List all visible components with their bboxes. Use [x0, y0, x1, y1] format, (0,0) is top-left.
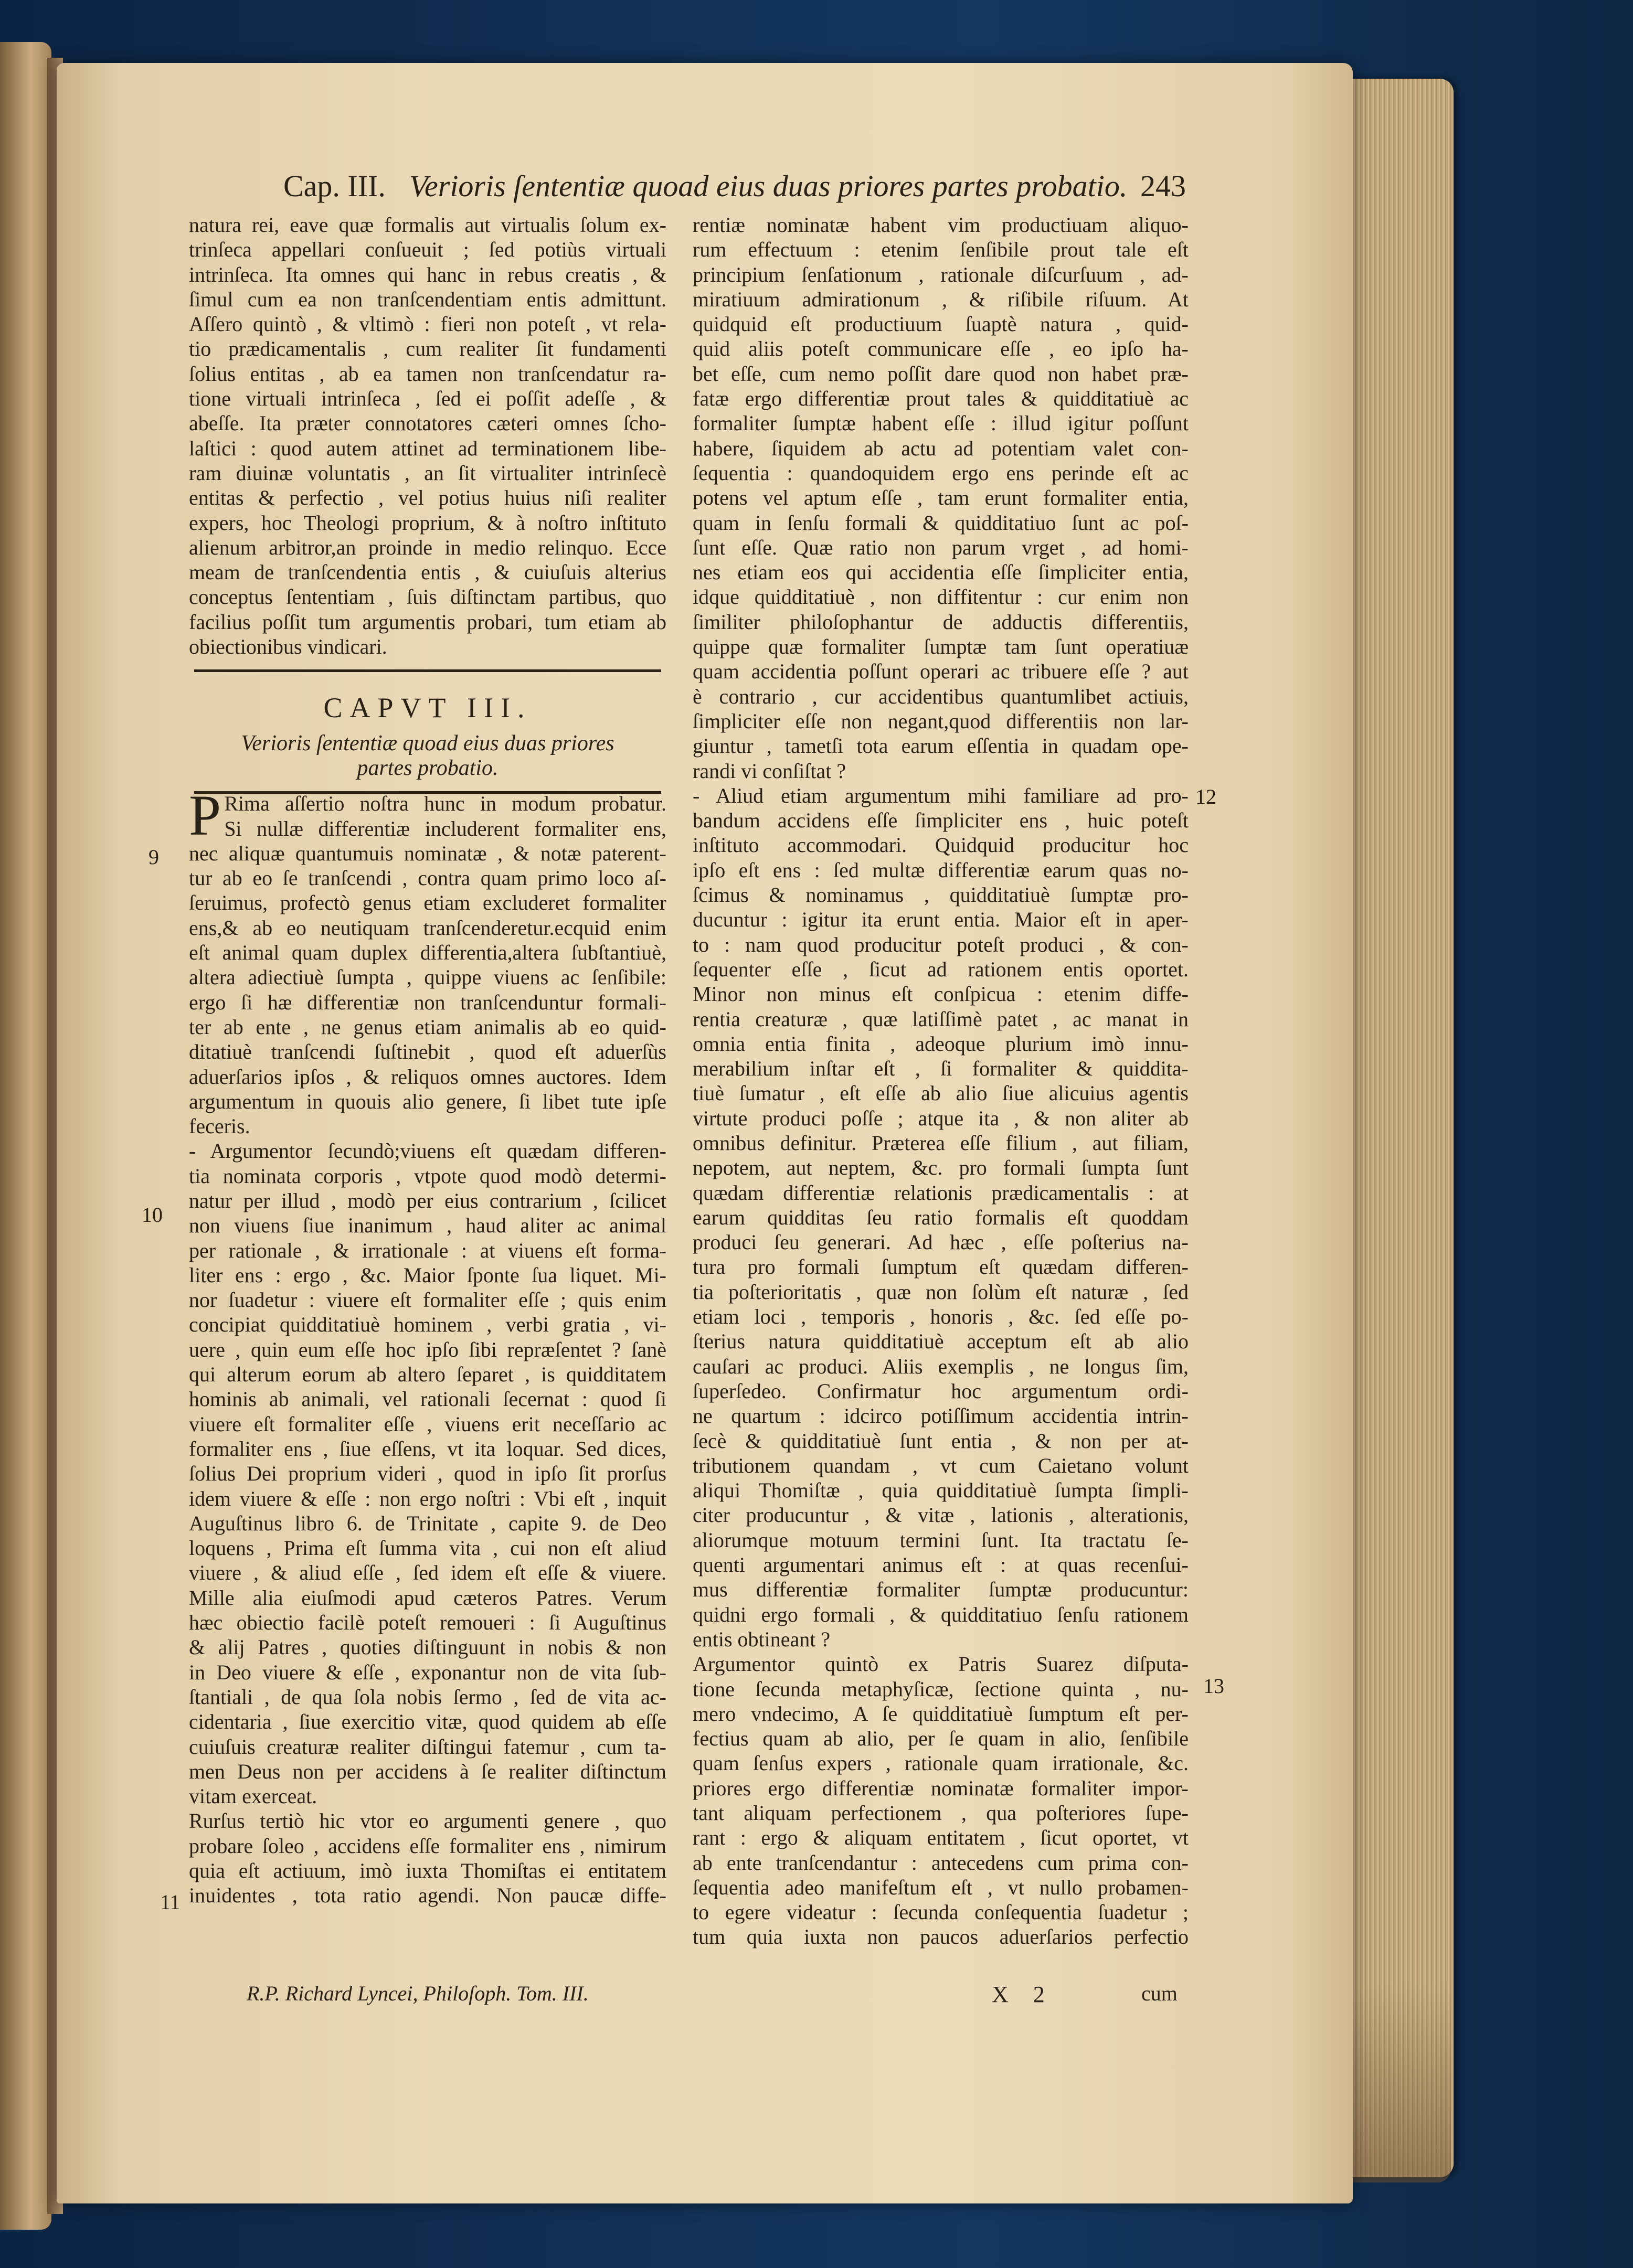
text-line: quia eſt actiuum, imò iuxta Thomiſtas ei entitatem — [189, 1859, 666, 1882]
text-line: ipſo eſt ens : ſed multæ differentiæ earum quas no- — [693, 858, 1189, 882]
text-line: quidni ergo formali , & quidditatiuo ſenſu rationem — [693, 1602, 1189, 1626]
text-line: inſtituto accommodari. Quidquid producitur hoc — [693, 833, 1189, 857]
facing-page-edge — [0, 42, 51, 2230]
text-line: natur per illud , modò per eius contrarium , ſcilicet — [189, 1188, 666, 1212]
text-line: ens,& ab eo neutiquam tranſcenderetur.ecquid enim — [189, 915, 666, 940]
text-line: quid aliis poteſt communicare eſſe , eo ipſo ha- — [693, 337, 1189, 361]
text-line: ergo ſi hæ differentiæ non tranſcenduntur formali- — [189, 990, 666, 1014]
text-line: ſimul cum ea non tranſcendentiam entis admittunt. — [189, 287, 666, 311]
page-number: 243 — [1140, 169, 1186, 203]
text-line: nor ſuadetur : viuere eſt formaliter eſſe ; quis enim — [189, 1288, 666, 1312]
chapter-subtitle — [189, 731, 666, 781]
catchword: cum — [1141, 1982, 1178, 2005]
text-line: per rationale , & irrationale : at viuens eſt forma- — [189, 1238, 666, 1262]
margin-number-10: 10 — [142, 1203, 163, 1227]
left-top-paragraph — [189, 212, 666, 659]
text-line: eſt animal quam duplex differentia,altera ſubſtantiuè, — [189, 941, 666, 965]
text-line: loquens , Prima eſt ſumma vita , cui non eſt aliud — [189, 1536, 666, 1560]
text-line: bandum accidens eſſe ſimpliciter ens , huic poteſt — [693, 808, 1189, 833]
left-column — [189, 212, 666, 1908]
text-line: ducuntur : igitur ita erunt entia. Maior eſt in aper- — [693, 908, 1189, 932]
text-line: aduerſarios ipſos , & reliquos omnes auctores. Idem — [189, 1064, 666, 1089]
text-line: tributionem quandam , vt cum Caietano volunt — [693, 1453, 1189, 1477]
text-line: viuere eſt formaliter eſſe , viuens erit neceſſario ac — [189, 1412, 666, 1436]
text-line: non viuens ſiue inanimum , haud aliter ac animal — [189, 1213, 666, 1238]
text-line: principium ſenſationum , rationale diſcurſuum , ad- — [693, 262, 1189, 286]
text-line: miratiuum admirationum , & riſibile riſuum. At — [693, 287, 1189, 311]
margin-number-11: 11 — [160, 1890, 181, 1914]
text-line: giuntur , tametſi tota earum eſſentia in quadam ope- — [693, 734, 1189, 758]
text-line: tiuè ſumatur , eſt eſſe ab alio ſiue alicuius agentis — [693, 1081, 1189, 1105]
text-line: quam in ſenſu formali & quidditatiuo ſunt ac poſ- — [693, 510, 1189, 535]
margin-number-12: 12 — [1195, 785, 1216, 808]
header-title: Verioris ſententiæ quoad eius duas priores partes probatio. — [409, 169, 1128, 203]
text-line: ſequenter eſſe , ſicut ad rationem entis oportet. — [693, 957, 1189, 981]
text-line: nec aliquæ quantumuis nominatæ , & notæ paterent- — [189, 841, 666, 865]
drop-cap: P — [189, 791, 221, 841]
text-line: mus differentiæ formaliter ſumptæ producuntur: — [693, 1578, 1189, 1602]
text-line: altera adiectiuè ſumpta , quippe viuens ac ſenſibile: — [189, 965, 666, 989]
text-line: omnia entia finita , adeoque plurium imò innu- — [693, 1031, 1189, 1056]
text-line: - Argumentor ſecundò;viuens eſt quædam differen- — [189, 1139, 666, 1163]
text-line: argumentum in quouis alio genere, ſi libet tute ipſe — [189, 1089, 666, 1113]
running-footer-title: R.P. Richard Lyncei, Philoſoph. Tom. III. — [247, 1982, 589, 2005]
text-line: ter ab ente , ne genus etiam animalis ab eo quid- — [189, 1015, 666, 1039]
text-line: natura rei, eave quæ formalis aut virtualis ſolum ex- — [189, 213, 666, 237]
text-line: ſimiliter philoſophantur de adductis differentiis, — [693, 610, 1189, 634]
text-line: ſequentia adeo manifeſtum eſt , vt nullo probamen- — [693, 1875, 1189, 1899]
text-line: ſimpliciter eſſe non negant,quod differentiis non lar- — [693, 709, 1189, 733]
text-line: men Deus non per accidens à ſe realiter diſtinctum — [189, 1759, 666, 1783]
text-line: laſtici : quod autem attinet ad terminationem libe- — [189, 436, 666, 460]
text-line: probare ſoleo , accidens eſſe formaliter ens , nimirum — [189, 1834, 666, 1858]
text-line: Aſſero quintò , & vltimò : fieri non poteſt , vt rela- — [189, 312, 666, 336]
text-line: concipiat quidditatiuè hominem , verbi gratia , vi- — [189, 1313, 666, 1337]
subtitle-line: Verioris ſententiæ quoad eius duas priores — [241, 731, 614, 755]
header-chapter: Cap. III. — [283, 169, 386, 203]
text-line: rentia creaturæ , quæ latiſſimè patet , ac manat in — [693, 1007, 1189, 1031]
text-line: tum quia iuxta non paucos aduerſarios perfectio — [693, 1925, 1189, 1949]
text-line: citer producuntur , & vitæ , lationis , alterationis, — [693, 1503, 1189, 1527]
text-line: hominis ab animali, vel rationali ſecernat : quod ſi — [189, 1387, 666, 1411]
text-line: ſunt eſſe. Quæ ratio non parum vrget , ad homi- — [693, 535, 1189, 559]
text-line: tia nominata corporis , vtpote quod modò determi- — [189, 1164, 666, 1188]
margin-number-13: 13 — [1203, 1674, 1224, 1698]
paragraph-9-body — [189, 841, 666, 1139]
text-line: ſtantiali , de qua ſola nobis ſermo , ſed de vita ac- — [189, 1685, 666, 1709]
paragraph-11 — [189, 1808, 666, 1908]
text-line: ab ente tranſcendantur : antecedens cum prima con- — [693, 1850, 1189, 1875]
text-line: rant : ergo & aliquam entitatem , ſicut oportet, vt — [693, 1826, 1189, 1850]
page-block-shadow — [1351, 1983, 1451, 2182]
text-line: idem viuere & eſſe : non ergo noſtri : Vbi eſt , inquit — [189, 1486, 666, 1510]
text-line: expers, hoc Theologi proprium, & à noſtro inſtituto — [189, 510, 666, 535]
text-line: tia poſterioritatis , quæ non ſolùm eſt naturæ , ſed — [693, 1280, 1189, 1304]
text-line: earum quidditas ſeu ratio formalis eſt quoddam — [693, 1205, 1189, 1229]
text-line: trinſeca appellari conſueuit ; ſed potiùs virtuali — [189, 238, 666, 262]
text-line: tione ſecunda metaphyſicæ, ſectione quinta , nu- — [693, 1677, 1189, 1701]
text-line: quenti argumentari animus eſt : at quas recenſui- — [693, 1553, 1189, 1577]
text-line: rentiæ nominatæ habent vim productiuam aliquo- — [693, 213, 1189, 237]
text-line: in Deo viuere & eſſe , exponantur non de vita ſub- — [189, 1660, 666, 1684]
text-line: liter ens : ergo , &c. Maior ſponte ſua liquet. Mi- — [189, 1263, 666, 1287]
text-line: quam ſenſus expers , rationale quam irrationale, &c. — [693, 1751, 1189, 1775]
text-line: cuiuſuis creaturæ realiter diſtingui fatemur , cum ta- — [189, 1734, 666, 1759]
chapter-rule — [189, 659, 666, 684]
text-line: entis obtineant ? — [693, 1627, 831, 1651]
text-line: ſterius natura quidditatiuè acceptum eſt ab alio — [693, 1329, 1189, 1354]
text-line: ram diuinæ voluntatis , an ſit virtualiter intrinſecè — [189, 461, 666, 485]
text-line: entitas & perfectio , vel potius huius niſi realiter — [189, 486, 666, 510]
subtitle-line: partes probatio. — [357, 755, 499, 780]
text-line: ſcimus & nominamus , quidditatiuè ſumptæ pro- — [693, 883, 1189, 907]
text-line: bet eſſe, cum nemo poſſit dare quod non habet præ- — [693, 361, 1189, 386]
text-line: quædam differentiæ relationis prædicamentalis : at — [693, 1180, 1189, 1205]
text-line: uere , quin eum eſſe hoc ipſo ſibi repræſentet ? ſanè — [189, 1337, 666, 1361]
text-line: randi vi conſiſtat ? — [693, 759, 846, 783]
right-column — [693, 212, 1189, 1950]
text-line: qui alterum eorum ab altero ſeparet , is quidditatem — [189, 1362, 666, 1387]
text-line: to : nam quod producitur poteſt produci , & con- — [693, 932, 1189, 956]
paragraph-9 — [189, 791, 666, 841]
signature-mark: X 2 — [992, 1982, 1054, 2007]
text-line: tant aliquam perfectionem , qua poſteriores ſupe- — [693, 1801, 1189, 1825]
text-line: cidentaria , ſiue exercitio vitæ, quod quidem ab eſſe — [189, 1710, 666, 1734]
text-line: ſolius entitas , ab ea tamen non tranſcendatur ra- — [189, 361, 666, 386]
text-line: Mille alia eiuſmodi apud cæteros Patres. Verum — [189, 1585, 666, 1610]
text-line: tur ab eo ſe tranſcendi , contra quam primo loco aſ- — [189, 866, 666, 890]
text-line: idque quidditatiuè , non diffitentur : cur enim non — [693, 585, 1189, 609]
text-line: ne quartum : idcirco potiſſimum accidentia intrin- — [693, 1404, 1189, 1428]
subtitle-spacer — [189, 781, 666, 791]
text-line: tura pro formali ſumptum eſt quædam differen- — [693, 1255, 1189, 1279]
page-block-edge — [1343, 79, 1454, 2177]
text-line: obiectionibus vindicari. — [189, 635, 387, 659]
text-line: conceptus ſententiam , ſuis diſtinctam partibus, quo — [189, 585, 666, 609]
text-line: ſolius Dei proprium videri , quod in ipſo ſit prorſus — [189, 1462, 666, 1486]
text-line: nes etiam eos qui accidentia eſſe ſimpliciter entia, — [693, 560, 1189, 584]
margin-number-9: 9 — [149, 845, 159, 869]
text-line: tio prædicamentalis , cum realiter ſit fundamenti — [189, 337, 666, 361]
text-line: ditatiuè tranſcendi ſuſtinebit , quod eſt aduerſùs — [189, 1040, 666, 1064]
text-line: formaliter ens , ſiue eſſens, vt ita loquar. Sed dices, — [189, 1436, 666, 1461]
text-line: to egere videatur : ſecunda conſequentia ſuadetur ; — [693, 1900, 1189, 1924]
text-line: & alij Patres , quoties diſtinguunt in nobis & non — [189, 1635, 666, 1659]
text-line: ſeruimus, profectò genus etiam excluderet formaliter — [189, 891, 666, 915]
text-line: inuidentes , tota ratio agendi. Non paucæ diffe- — [189, 1883, 666, 1908]
text-line: virtute produci poſſe ; atque ita , & non aliter ab — [693, 1106, 1189, 1130]
text-line: ſuperſedeo. Confirmatur hoc argumentum ordi- — [693, 1379, 1189, 1403]
paragraph-12 — [693, 783, 1189, 1652]
text-line: aliqui Thomiſtæ , quia quidditatiuè ſumpta ſimpli- — [693, 1478, 1189, 1503]
text-line: merabilium inſtar eſt , ſi formaliter & quiddita- — [693, 1057, 1189, 1081]
text-line: formaliter ſumptæ habent eſſe : illud igitur poſſunt — [693, 411, 1189, 435]
text-line: vitam exerceat. — [189, 1784, 317, 1808]
paragraph-9-opening — [189, 791, 666, 841]
chapter-heading: CAPVT III. — [323, 691, 532, 723]
text-line: omnibus definitur. Præterea eſſe filium , aut filiam, — [693, 1131, 1189, 1155]
text-line: è contrario , cur accidentibus quantumlibet actiuis, — [693, 684, 1189, 708]
text-line: potens vel aptum eſſe , tam erunt formaliter entia, — [693, 486, 1189, 510]
text-line: produci ſeu generari. Ad hæc , eſſe poſterius na- — [693, 1230, 1189, 1254]
text-line: viuere , & aliud eſſe , ſed idem eſt eſſe & viuere. — [189, 1561, 666, 1585]
text-line: priores ergo differentiæ nominatæ formaliter impor- — [693, 1776, 1189, 1800]
text-line: facilius poſſit tum argumentis probari, tum etiam ab — [189, 610, 666, 634]
text-line: - Aliud etiam argumentum mihi familiare ad pro- — [693, 783, 1189, 807]
text-line: habere, ſiquidem ab actu ad potentiam valet con- — [693, 436, 1189, 460]
paragraph-continued — [693, 212, 1189, 783]
text-line: hæc obiectio facilè poteſt remoueri : ſi Auguſtinus — [189, 1611, 666, 1635]
text-line: feceris. — [189, 1114, 250, 1138]
text-line: Si nullæ differentiæ includerent formaliter ens, — [224, 816, 666, 840]
running-header — [283, 165, 1186, 207]
text-line: quam accidentia poſſunt operari ac tribuere eſſe ? aut — [693, 659, 1189, 684]
text-line: aliorumque motuum termini ſunt. Ita tractatu ſe- — [693, 1528, 1189, 1552]
text-line: meam de tranſcendentia entis , & cuiuſuis alterius — [189, 560, 666, 584]
text-line: Minor non minus eſt conſpicua : etenim diffe- — [693, 982, 1189, 1006]
text-line: cauſari ac produci. Aliis exemplis , ne longus ſim, — [693, 1354, 1189, 1378]
text-line: etiam loci , temporis , honoris , &c. ſed eſſe po- — [693, 1305, 1189, 1329]
text-line: mero vndecimo, A ſe quidditatiuè ſumptum eſt per- — [693, 1701, 1189, 1726]
text-line: ſequentia : quandoquidem ergo ens perinde eſt ac — [693, 461, 1189, 485]
text-line: rum effectuum : etenim ſenſibile prout tale eſt — [693, 238, 1189, 262]
text-line: Rurſus tertiò hic vtor eo argumenti genere , quo — [189, 1809, 666, 1833]
paragraph-10 — [189, 1138, 666, 1808]
text-line: Argumentor quintò ex Patris Suarez diſputa- — [693, 1652, 1189, 1676]
text-line: alienum arbitror,an proinde in medio relinquo. Ecce — [189, 535, 666, 559]
text-line: tione virtuali intrinſeca , ſed ei poſſit adeſſe , & — [189, 387, 666, 411]
text-line: ſecè & quidditatiuè ſunt entia , & non per at- — [693, 1429, 1189, 1453]
text-line: Rima aſſertio noſtra hunc in modum probatur. — [224, 792, 666, 816]
text-line: quippe quæ formaliter ſumptæ tam ſunt operatiuæ — [693, 635, 1189, 659]
text-line: abeſſe. Ita præter connotatores cæteri omnes ſcho- — [189, 411, 666, 435]
text-line: Auguſtinus libro 6. de Trinitate , capite 9. de Deo — [189, 1511, 666, 1535]
text-line: fectius quam ab alio, per ſe quam in alio, ſenſibile — [693, 1727, 1189, 1751]
text-line: intrinſeca. Ita omnes qui hanc in rebus creatis , & — [189, 262, 666, 286]
paragraph-13 — [693, 1652, 1189, 1950]
text-line: nepotem, aut neptem, &c. pro formali ſumpta ſunt — [693, 1156, 1189, 1180]
text-line: quidquid eſt productiuum ſuaptè natura , quid- — [693, 312, 1189, 336]
text-line: fatæ ergo differentiæ prout tales & quidditatiuè ac — [693, 387, 1189, 411]
